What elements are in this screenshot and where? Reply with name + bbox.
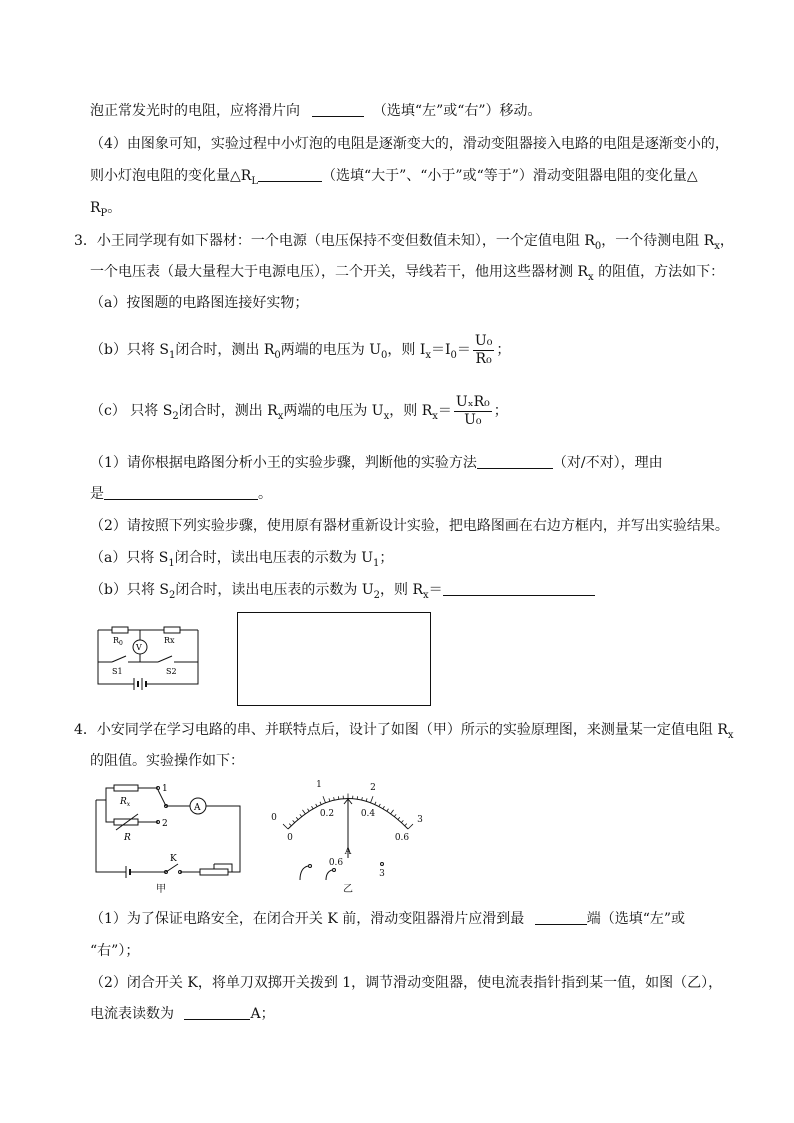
- dial-tick: [329, 798, 330, 801]
- t: ；: [379, 550, 394, 566]
- q3-intro-line1: [74, 231, 734, 257]
- t: （2）闭合开关 K，将单刀双掷开关拨到 1，调节滑动变阻器，使电流表指针指到某一值，如图（乙），: [90, 975, 723, 991]
- answer-blank[interactable]: [258, 167, 322, 182]
- denominator: R₀: [475, 350, 492, 367]
- sub: 0: [381, 349, 388, 361]
- q3-intro2b: 的阻值，方法如下：: [593, 264, 725, 280]
- dial-tick: [394, 814, 396, 816]
- dial-top-label-2: 2: [370, 783, 376, 793]
- q3-part2-b: [90, 580, 595, 606]
- t: （b）只将 S: [90, 342, 170, 358]
- q3-part2: [90, 516, 729, 536]
- t: 闭合时，读出电压表的示数为 U: [174, 550, 374, 566]
- t: ，则 R: [389, 403, 433, 419]
- t: ＝: [428, 582, 443, 598]
- sub: 2: [373, 589, 381, 601]
- t: （2）请按照下列实验步骤，使用原有器材重新设计实验，把电路图画在右边方框内，并写出实验结果。: [90, 518, 729, 534]
- answer-blank[interactable]: [535, 910, 587, 925]
- sub: x: [425, 349, 432, 361]
- q3-part2-a: [90, 548, 393, 574]
- answer-blank[interactable]: [104, 485, 258, 500]
- t: ，则 I: [387, 342, 426, 358]
- s2-label: S2: [166, 667, 177, 676]
- dial-tick: [296, 817, 298, 819]
- dial-tick: [316, 804, 317, 807]
- terminal-label-0-6: 0.6: [328, 858, 344, 868]
- dial-tick: [283, 824, 288, 829]
- dial-bottom-label-2: 0.4: [360, 809, 376, 819]
- dial-tick: [371, 796, 373, 803]
- sub: x: [423, 589, 429, 601]
- q4-figure-yi-ammeter: [264, 776, 434, 896]
- throw-1-label: 1: [162, 784, 168, 794]
- t: ；: [496, 342, 511, 358]
- q4-part2-line1: [90, 973, 722, 993]
- ammeter-label: A: [194, 803, 201, 813]
- q3-step-a: [90, 293, 308, 313]
- dial-bottom-label-0: 0: [287, 833, 293, 843]
- t: 闭合时，读出电压表的示数为 U: [175, 582, 374, 598]
- q4-part2-line2: [90, 1004, 275, 1024]
- r-label: R: [124, 833, 131, 843]
- r0-label: $R_0$: [113, 636, 123, 647]
- q3-step-c: [90, 392, 508, 436]
- dial-bottom-label-3: 0.6: [394, 833, 410, 843]
- t: ＝: [437, 403, 452, 419]
- denominator: U₀: [464, 411, 482, 428]
- sub: 1: [169, 349, 176, 361]
- sub: 2: [172, 410, 179, 422]
- dial-tick: [362, 797, 363, 800]
- circuit-answer-box[interactable]: [237, 612, 431, 706]
- t: 4．小安同学在学习电路的串、并联特点后，设计了如图（甲）所示的实验原理图，来测量某一定值电阻 R: [74, 722, 728, 738]
- sub: x: [432, 410, 438, 422]
- q3-circuit-diagram: [90, 620, 206, 692]
- sub: x: [727, 729, 734, 741]
- t: （对/不对），理由: [552, 455, 663, 471]
- t: （c） 只将 S: [90, 403, 173, 419]
- q2-line1-end: （选填“左”或“右”）移动。: [372, 103, 542, 119]
- sub: x: [714, 240, 720, 252]
- figure-caption-yi: 乙: [343, 884, 353, 895]
- answer-blank[interactable]: [477, 454, 553, 469]
- q2-part4-line3: [90, 198, 121, 224]
- q4-intro-line2: [90, 751, 244, 771]
- sub: x: [383, 410, 390, 422]
- sub: 1: [168, 557, 175, 569]
- t: ，则 R: [380, 582, 424, 598]
- sub: x: [588, 271, 594, 283]
- q3-step-b: [90, 331, 510, 375]
- t: （a）只将 S: [90, 550, 169, 566]
- q2-part4-text2a: 则小灯泡电阻的变化量△R: [90, 168, 252, 184]
- dial-tick: [308, 809, 310, 812]
- switch-k-label: K: [170, 854, 177, 864]
- fraction-rx: [454, 394, 492, 429]
- dial-tick: [398, 817, 400, 819]
- sub: 0: [594, 240, 602, 252]
- t: 闭合时，测出 R: [178, 403, 278, 419]
- numerator: UₓR₀: [455, 393, 490, 410]
- terminal-label-3: 3: [379, 869, 385, 879]
- q3-part1-line1: [90, 453, 663, 473]
- dial-tick: [401, 820, 403, 822]
- t: 两端的电压为 U: [283, 403, 384, 419]
- q2-part4-end: 。: [107, 200, 122, 216]
- answer-blank[interactable]: [312, 102, 364, 117]
- dial-bottom-label-1: 0.2: [319, 809, 335, 819]
- q4-part1-line1: [90, 909, 685, 929]
- dial-top-label-3: 3: [417, 815, 423, 825]
- dial-tick: [302, 810, 305, 814]
- q2-part4-line2: [90, 166, 698, 192]
- dial-tick: [334, 797, 335, 800]
- rx-label: Rx: [164, 636, 175, 645]
- voltmeter-label: V: [136, 643, 142, 652]
- dial-tick: [312, 806, 314, 809]
- dial-tick: [320, 802, 321, 805]
- q2-sub-l: L: [251, 175, 258, 187]
- dial-tick: [391, 810, 394, 814]
- t: 两端的电压为 U: [280, 342, 382, 358]
- dial-tick: [379, 804, 380, 807]
- answer-blank[interactable]: [184, 1005, 250, 1020]
- q2-part4-text2b: （选填“大于”、“小于”或“等于”）滑动变阻器电阻的变化量△: [321, 168, 698, 184]
- sub: 1: [373, 557, 380, 569]
- q3-intro1c: ，: [719, 233, 734, 249]
- rx-label: $R_x$: [120, 797, 131, 808]
- dial-tick: [300, 814, 302, 816]
- dial-tick: [383, 806, 385, 809]
- q4-part1-line2: [90, 941, 139, 961]
- q2-part4-line1: [90, 134, 729, 154]
- answer-blank[interactable]: [443, 581, 595, 596]
- q2-part4-text3: R: [90, 200, 101, 216]
- dial-top-label-1: 1: [316, 780, 322, 790]
- fraction-ix: [473, 333, 494, 368]
- throw-2-label: 2: [162, 819, 168, 829]
- q3-part1-line2: [90, 484, 272, 504]
- sub: 2: [169, 589, 176, 601]
- t: 电流表读数为: [90, 1006, 174, 1022]
- t: A；: [250, 1006, 275, 1022]
- t: 的阻值。实验操作如下：: [90, 753, 244, 769]
- figure-caption-jia: 甲: [156, 884, 166, 895]
- dial-tick: [323, 796, 325, 803]
- t: ＝I: [431, 342, 451, 358]
- t: ＝: [456, 342, 471, 358]
- q3-intro2a: 一个电压表（最大量程大于电源电压），二个开关，导线若干，他用这些器材测 R: [90, 264, 588, 280]
- q2-line1: [90, 101, 542, 121]
- q4-intro-line1: [74, 720, 734, 746]
- q3-intro1b: ，一个待测电阻 R: [601, 233, 715, 249]
- s1-label: S1: [112, 667, 123, 676]
- q3-step-a-text: （a）按图题的电路图连接好实物；: [90, 295, 309, 311]
- numerator: U₀: [474, 332, 493, 349]
- t: 闭合时，测出 R: [175, 342, 275, 358]
- q2-sub-p: P: [100, 207, 108, 219]
- t: ；: [493, 403, 508, 419]
- sub: x: [277, 410, 284, 422]
- t: 。: [258, 486, 272, 502]
- dial-top-label-0: 0: [271, 813, 277, 823]
- t: 端（选填“左”或: [586, 911, 686, 927]
- dial-tick: [375, 802, 376, 805]
- dial-unit-label: A: [344, 847, 352, 857]
- q2-part4-text1: （4）由图象可知，实验过程中小灯泡的电阻是逐渐变大的，滑动变阻器接入电路的电阻是逐渐变小的，: [90, 136, 729, 152]
- t: “右”）；: [90, 943, 140, 959]
- sub: 0: [450, 349, 457, 361]
- dial-tick: [366, 798, 367, 801]
- dial-tick: [408, 824, 413, 829]
- dial-tick: [289, 824, 291, 826]
- dial-tick: [293, 820, 295, 822]
- t: （b）只将 S: [90, 582, 170, 598]
- t: （1）请你根据电路图分析小王的实验步骤，判断他的实验方法: [90, 455, 477, 471]
- dial-tick: [405, 824, 407, 826]
- q4-figure-jia: [86, 780, 246, 896]
- t: 是: [90, 486, 104, 502]
- dial-tick: [387, 809, 389, 812]
- q2-line1-text: 泡正常发光时的电阻，应将滑片向: [90, 103, 300, 119]
- q3-intro-line2: [90, 262, 724, 288]
- sub: 0: [274, 349, 281, 361]
- t: （1）为了保证电路安全，在闭合开关 K 前，滑动变阻器滑片应滑到最: [90, 911, 525, 927]
- q3-intro1a: 3．小王同学现有如下器材：一个电源（电压保持不变但数值未知），一个定值电阻 R: [74, 233, 595, 249]
